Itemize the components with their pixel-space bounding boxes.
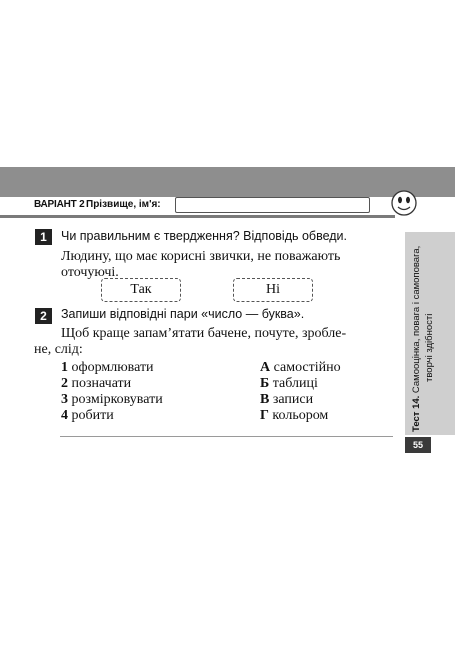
task1-title: Чи правильним є твердження? Відповідь обведи. xyxy=(61,229,348,243)
variant-label: ВАРІАНТ 2 xyxy=(34,199,85,210)
left-item: 3 розмірковувати xyxy=(61,392,163,407)
task1-statement-line1: Людину, що має корисні звички, не поважають xyxy=(61,249,341,264)
side-title-line1: Самооцінка, повага і самоповага, xyxy=(411,245,422,394)
header-divider xyxy=(0,215,395,218)
task2-question-line1: Щоб краще запам’ятати бачене, почуте, зробле- xyxy=(61,326,347,341)
task2-question-line2: не, слід: xyxy=(34,342,83,357)
task2-title: Запиши відповідні пари «число — буква». xyxy=(61,307,305,321)
name-field[interactable] xyxy=(175,197,370,213)
right-item: Г кольором xyxy=(260,408,329,423)
test-number: Тест 14. xyxy=(411,395,422,432)
left-item: 1 оформлювати xyxy=(61,360,154,375)
task1-number: 1 xyxy=(35,229,52,245)
task2-number: 2 xyxy=(35,308,52,324)
answer-line xyxy=(60,436,393,437)
side-title-line2: творчі здібності xyxy=(424,313,435,382)
name-label: Прізвище, ім'я: xyxy=(86,199,161,210)
right-item: А самостійно xyxy=(260,360,341,375)
page-number: 55 xyxy=(405,437,431,453)
left-item: 4 робити xyxy=(61,408,114,423)
header-band xyxy=(0,167,455,197)
option-yes-box[interactable]: Так xyxy=(101,278,181,302)
left-item: 2 позначати xyxy=(61,376,132,391)
side-title xyxy=(405,232,455,435)
right-item: В записи xyxy=(260,392,314,407)
task1-statement-line2: оточуючі. xyxy=(61,265,119,280)
smiley-icon xyxy=(389,189,419,217)
header-row xyxy=(0,197,455,215)
right-item: Б таблиці xyxy=(260,376,318,391)
option-no-box[interactable]: Ні xyxy=(233,278,313,302)
